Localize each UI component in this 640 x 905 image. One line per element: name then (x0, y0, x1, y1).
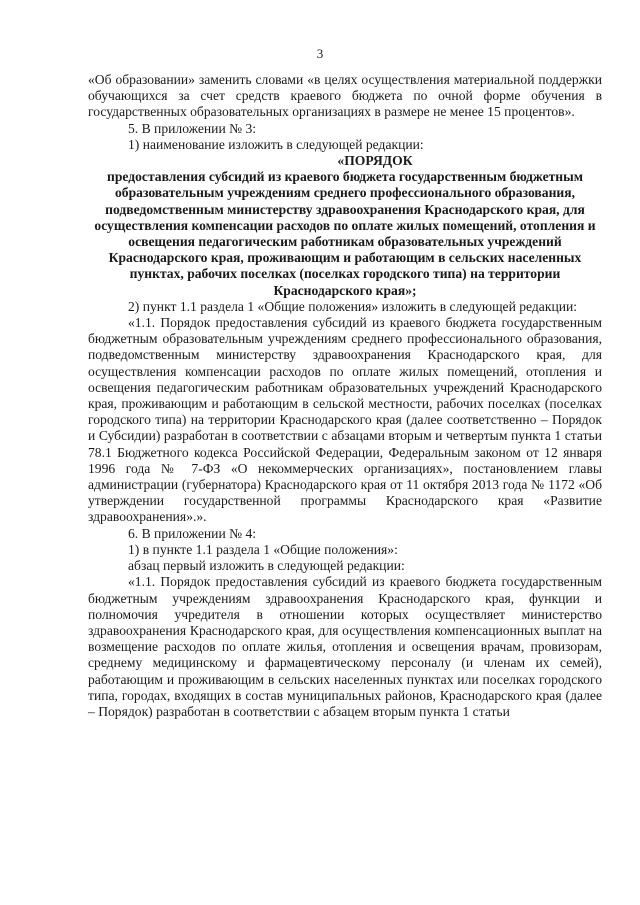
paragraph-clause-1-1-health: «1.1. Порядок предоставления субсидий из краевого бюджета государственным бюджетным учреждениям здравоохранения Краснодарского края, функции и полномочия учредителя в отношении которых осуществляет министерство здравоохранения Краснодарского края, для осуществления компенсационных выплат на возмещение расходов по оплате жилья, отопления и освещения врачам, провизорам, среднему медицинскому и фармацевтическому персоналу (и членам их семей), работающим и проживающим в сельских населенных пунктах или поселках городского типа, городах, входящих в состав муниципальных районов, Краснодарского края (далее – Порядок) разработан в соответствии с абзацем вторым пункта 1 статьи (88, 574, 602, 719)
paragraph-appendix-3: 5. В приложении № 3: (128, 120, 257, 136)
paragraph-clause-1-1: «1.1. Порядок предоставления субсидий из краевого бюджета государственным бюджетным образовательным учреждениям среднего профессионального образования, подведомственным министерству здравоохранения Краснодарского края, для осуществления компенсации расходов по оплате жилых помещений, отопления и освещения педагогическим работникам образовательных учреждений Краснодарского края, проживающим и работающим в сельской местности, рабочих поселках (поселках городского типа) на территории Краснодарского края (далее соответственно – Порядок и Субсидии) разработан в соответствии с абзацами вторым и четвертым пункта 1 статьи 78.1 Бюджетного кодекса Российской Федерации, Федеральным законом от 12 января 1996 года № 7-ФЗ «О некоммерческих организациях», постановлением главы администрации (губернатора) Краснодарского края от 11 октября 2013 года № 1172 «Об утверждении государственной программы Краснодарского края «Развитие здравоохранения».». (88, 315, 602, 525)
order-title: «ПОРЯДОК (337, 153, 413, 169)
paragraph-item-2: 2) пункт 1.1 раздела 1 «Общие положения» изложить в следующей редакции: (128, 298, 578, 314)
paragraph-appendix-4-item-1: 1) в пункте 1.1 раздела 1 «Общие положения»: (128, 541, 398, 557)
order-title-description: предоставления субсидий из краевого бюджета государственным бюджетным образовательным учреждениям среднего профессионального образования, подведомственным министерству здравоохранения Краснодарского края, для осуществления компенсации расходов по оплате жилых помещений, отопления и освещения педагогическим работникам образовательных учреждений Краснодарского края, проживающим и работающим в сельских населенных пунктах, рабочих поселках (поселках городского типа) на территории Краснодарского края»; (94, 169, 596, 298)
paragraph-amendment-text: «Об образовании» заменить словами «в целях осуществления материальной поддержки обучающихся за счет средств краевого бюджета по очной форме обучения в государственных образовательных организациях в размере не менее 15 процентов». (88, 72, 602, 120)
document-body (88, 72, 602, 720)
paragraph-item-1: 1) наименование изложить в следующей редакции: (128, 136, 424, 152)
page-number: 3 (316, 46, 324, 61)
paragraph-appendix-4: 6. В приложении № 4: (128, 525, 257, 541)
paragraph-first-abzac: абзац первый изложить в следующей редакции: (128, 558, 405, 574)
